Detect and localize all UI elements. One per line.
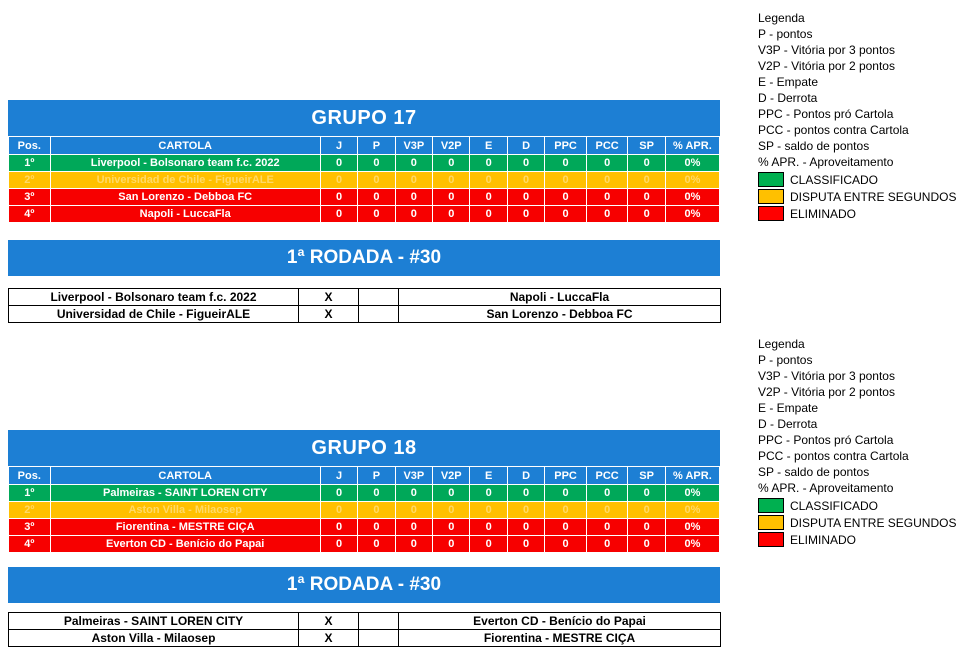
match-away: Fiorentina - MESTRE CIÇA: [399, 630, 721, 647]
cell-ppc: 0: [545, 206, 587, 223]
legend-key-classificado: [758, 498, 958, 513]
cell-v3p: 0: [395, 519, 432, 536]
color-swatch-yellow-icon: [758, 189, 784, 204]
color-swatch-red-icon: [758, 206, 784, 221]
col-cartola: CARTOLA: [50, 467, 320, 485]
cell-pos: 1º: [9, 485, 51, 502]
table-row: [9, 485, 720, 502]
cell-sp: 0: [628, 519, 665, 536]
legend-key-label: DISPUTA ENTRE SEGUNDOS: [790, 515, 957, 530]
col-sp: SP: [628, 467, 665, 485]
legend-line-ppc: PPC - Pontos pró Cartola: [758, 107, 894, 121]
cell-pos: 4º: [9, 206, 51, 223]
cell-pcc: 0: [586, 172, 628, 189]
cell-ppc: 0: [545, 189, 587, 206]
col-v3p: V3P: [395, 137, 432, 155]
cell-sp: 0: [628, 206, 665, 223]
col-apr: % APR.: [665, 137, 719, 155]
match-away: Napoli - LuccaFla: [399, 289, 721, 306]
cell-team: Napoli - LuccaFla: [50, 206, 320, 223]
group-block-18: [8, 430, 720, 553]
cell-v3p: 0: [395, 502, 432, 519]
legend-line-v2p: V2P - Vitória por 2 pontos: [758, 385, 895, 399]
match-blank: [359, 613, 399, 630]
cell-pcc: 0: [586, 519, 628, 536]
legend-line-p: P - pontos: [758, 353, 813, 367]
legend-key-label: ELIMINADO: [790, 532, 857, 547]
rodada-title: 1ª RODADA - #30: [8, 240, 720, 276]
match-home: Palmeiras - SAINT LOREN CITY: [9, 613, 299, 630]
legend-key-eliminado: [758, 532, 958, 547]
match-blank: [359, 289, 399, 306]
color-swatch-yellow-icon: [758, 515, 784, 530]
table-row: [9, 502, 720, 519]
cell-e: 0: [470, 189, 507, 206]
legend-line-sp: SP - saldo de pontos: [758, 139, 870, 153]
legend-line-v2p: V2P - Vitória por 2 pontos: [758, 59, 895, 73]
cell-sp: 0: [628, 502, 665, 519]
cell-ppc: 0: [545, 485, 587, 502]
match-row: [9, 613, 721, 630]
col-ppc: PPC: [545, 467, 587, 485]
cell-v2p: 0: [433, 519, 470, 536]
cell-j: 0: [320, 155, 357, 172]
match-x: X: [299, 306, 359, 323]
legend-key-eliminado: [758, 206, 958, 221]
cell-j: 0: [320, 206, 357, 223]
cell-d: 0: [507, 502, 544, 519]
cell-sp: 0: [628, 485, 665, 502]
col-e: E: [470, 137, 507, 155]
col-ppc: PPC: [545, 137, 587, 155]
cell-pcc: 0: [586, 502, 628, 519]
cell-ppc: 0: [545, 519, 587, 536]
cell-apr: 0%: [665, 519, 719, 536]
cell-d: 0: [507, 519, 544, 536]
cell-sp: 0: [628, 536, 665, 553]
cell-e: 0: [470, 206, 507, 223]
color-swatch-green-icon: [758, 498, 784, 513]
cell-p: 0: [358, 172, 395, 189]
cell-pcc: 0: [586, 536, 628, 553]
cell-p: 0: [358, 189, 395, 206]
legend-key-classificado: [758, 172, 958, 187]
cell-p: 0: [358, 155, 395, 172]
cell-apr: 0%: [665, 206, 719, 223]
cell-p: 0: [358, 536, 395, 553]
cell-d: 0: [507, 485, 544, 502]
legend-line-v3p: V3P - Vitória por 3 pontos: [758, 369, 895, 383]
group-block-17: [8, 100, 720, 223]
match-away: Everton CD - Benício do Papai: [399, 613, 721, 630]
cell-pos: 1º: [9, 155, 51, 172]
cell-p: 0: [358, 485, 395, 502]
cell-pcc: 0: [586, 206, 628, 223]
color-swatch-red-icon: [758, 532, 784, 547]
match-home: Liverpool - Bolsonaro team f.c. 2022: [9, 289, 299, 306]
legend-line-v3p: V3P - Vitória por 3 pontos: [758, 43, 895, 57]
table-row: [9, 172, 720, 189]
cell-v3p: 0: [395, 172, 432, 189]
match-blank: [359, 306, 399, 323]
legend-line-d: D - Derrota: [758, 91, 818, 105]
legend-key-label: CLASSIFICADO: [790, 498, 879, 513]
group-title: GRUPO 17: [8, 100, 720, 136]
legend-title: Legenda: [758, 11, 805, 25]
cell-j: 0: [320, 536, 357, 553]
cell-p: 0: [358, 519, 395, 536]
cell-p: 0: [358, 206, 395, 223]
cell-v2p: 0: [433, 536, 470, 553]
legend-key-label: DISPUTA ENTRE SEGUNDOS: [790, 189, 957, 204]
col-pcc: PCC: [586, 137, 628, 155]
cell-d: 0: [507, 206, 544, 223]
cell-d: 0: [507, 536, 544, 553]
match-row: [9, 630, 721, 647]
legend-key-disputa: [758, 189, 958, 204]
cell-e: 0: [470, 485, 507, 502]
legend-line-d: D - Derrota: [758, 417, 818, 431]
cell-apr: 0%: [665, 189, 719, 206]
cell-ppc: 0: [545, 536, 587, 553]
cell-apr: 0%: [665, 155, 719, 172]
match-row: [9, 306, 721, 323]
match-home: Universidad de Chile - FigueirALE: [9, 306, 299, 323]
cell-e: 0: [470, 519, 507, 536]
standings-header-row: [9, 467, 720, 485]
cell-j: 0: [320, 189, 357, 206]
legend-title: Legenda: [758, 337, 805, 351]
cell-sp: 0: [628, 172, 665, 189]
cell-v2p: 0: [433, 485, 470, 502]
legend-line-pcc: PCC - pontos contra Cartola: [758, 123, 909, 137]
table-row: [9, 519, 720, 536]
cell-pos: 2º: [9, 502, 51, 519]
col-p: P: [358, 467, 395, 485]
legend-line-ppc: PPC - Pontos pró Cartola: [758, 433, 894, 447]
cell-v2p: 0: [433, 155, 470, 172]
cell-v3p: 0: [395, 189, 432, 206]
match-x: X: [299, 289, 359, 306]
col-e: E: [470, 467, 507, 485]
cell-d: 0: [507, 172, 544, 189]
cell-v3p: 0: [395, 536, 432, 553]
legend-top: [758, 10, 958, 221]
match-home: Aston Villa - Milaosep: [9, 630, 299, 647]
cell-apr: 0%: [665, 502, 719, 519]
match-x: X: [299, 630, 359, 647]
standings-table: [8, 466, 720, 553]
legend-line-e: E - Empate: [758, 75, 819, 89]
col-cartola: CARTOLA: [50, 137, 320, 155]
match-row: [9, 289, 721, 306]
table-row: [9, 189, 720, 206]
col-j: J: [320, 137, 357, 155]
table-row: [9, 206, 720, 223]
cell-pcc: 0: [586, 189, 628, 206]
rodada-title: 1ª RODADA - #30: [8, 567, 720, 603]
cell-e: 0: [470, 172, 507, 189]
cell-v2p: 0: [433, 206, 470, 223]
col-p: P: [358, 137, 395, 155]
col-v3p: V3P: [395, 467, 432, 485]
legend-key-label: CLASSIFICADO: [790, 172, 879, 187]
match-x: X: [299, 613, 359, 630]
cell-v2p: 0: [433, 172, 470, 189]
cell-pos: 2º: [9, 172, 51, 189]
cell-e: 0: [470, 536, 507, 553]
legend-line-apr: % APR. - Aproveitamento: [758, 155, 894, 169]
col-sp: SP: [628, 137, 665, 155]
legend-bottom: [758, 336, 958, 547]
legend-key-label: ELIMINADO: [790, 206, 857, 221]
col-pos: Pos.: [9, 467, 51, 485]
cell-team: Palmeiras - SAINT LOREN CITY: [50, 485, 320, 502]
cell-team: San Lorenzo - Debboa FC: [50, 189, 320, 206]
cell-j: 0: [320, 519, 357, 536]
legend-key-disputa: [758, 515, 958, 530]
cell-j: 0: [320, 485, 357, 502]
legend-line-p: P - pontos: [758, 27, 813, 41]
cell-pos: 3º: [9, 519, 51, 536]
match-blank: [359, 630, 399, 647]
col-pcc: PCC: [586, 467, 628, 485]
cell-ppc: 0: [545, 172, 587, 189]
cell-team: Aston Villa - Milaosep: [50, 502, 320, 519]
cell-pos: 4º: [9, 536, 51, 553]
cell-sp: 0: [628, 189, 665, 206]
cell-ppc: 0: [545, 502, 587, 519]
group-title: GRUPO 18: [8, 430, 720, 466]
cell-e: 0: [470, 502, 507, 519]
col-d: D: [507, 137, 544, 155]
cell-v2p: 0: [433, 189, 470, 206]
standings-table: [8, 136, 720, 223]
cell-apr: 0%: [665, 485, 719, 502]
cell-v3p: 0: [395, 206, 432, 223]
table-row: [9, 155, 720, 172]
cell-team: Everton CD - Benício do Papai: [50, 536, 320, 553]
matches-table: [8, 612, 721, 647]
cell-v2p: 0: [433, 502, 470, 519]
cell-team: Liverpool - Bolsonaro team f.c. 2022: [50, 155, 320, 172]
legend-line-apr: % APR. - Aproveitamento: [758, 481, 894, 495]
cell-apr: 0%: [665, 172, 719, 189]
match-away: San Lorenzo - Debboa FC: [399, 306, 721, 323]
cell-pcc: 0: [586, 485, 628, 502]
legend-line-sp: SP - saldo de pontos: [758, 465, 870, 479]
cell-p: 0: [358, 502, 395, 519]
matches-table: [8, 288, 721, 323]
cell-apr: 0%: [665, 536, 719, 553]
col-v2p: V2P: [433, 467, 470, 485]
cell-j: 0: [320, 172, 357, 189]
color-swatch-green-icon: [758, 172, 784, 187]
legend-line-pcc: PCC - pontos contra Cartola: [758, 449, 909, 463]
cell-j: 0: [320, 502, 357, 519]
cell-d: 0: [507, 155, 544, 172]
cell-e: 0: [470, 155, 507, 172]
cell-pos: 3º: [9, 189, 51, 206]
cell-ppc: 0: [545, 155, 587, 172]
legend-line-e: E - Empate: [758, 401, 819, 415]
cell-d: 0: [507, 189, 544, 206]
cell-team: Universidad de Chile - FigueirALE: [50, 172, 320, 189]
cell-v3p: 0: [395, 155, 432, 172]
cell-v3p: 0: [395, 485, 432, 502]
col-pos: Pos.: [9, 137, 51, 155]
col-d: D: [507, 467, 544, 485]
cell-sp: 0: [628, 155, 665, 172]
cell-team: Fiorentina - MESTRE CIÇA: [50, 519, 320, 536]
col-apr: % APR.: [665, 467, 719, 485]
col-v2p: V2P: [433, 137, 470, 155]
cell-pcc: 0: [586, 155, 628, 172]
standings-header-row: [9, 137, 720, 155]
table-row: [9, 536, 720, 553]
col-j: J: [320, 467, 357, 485]
